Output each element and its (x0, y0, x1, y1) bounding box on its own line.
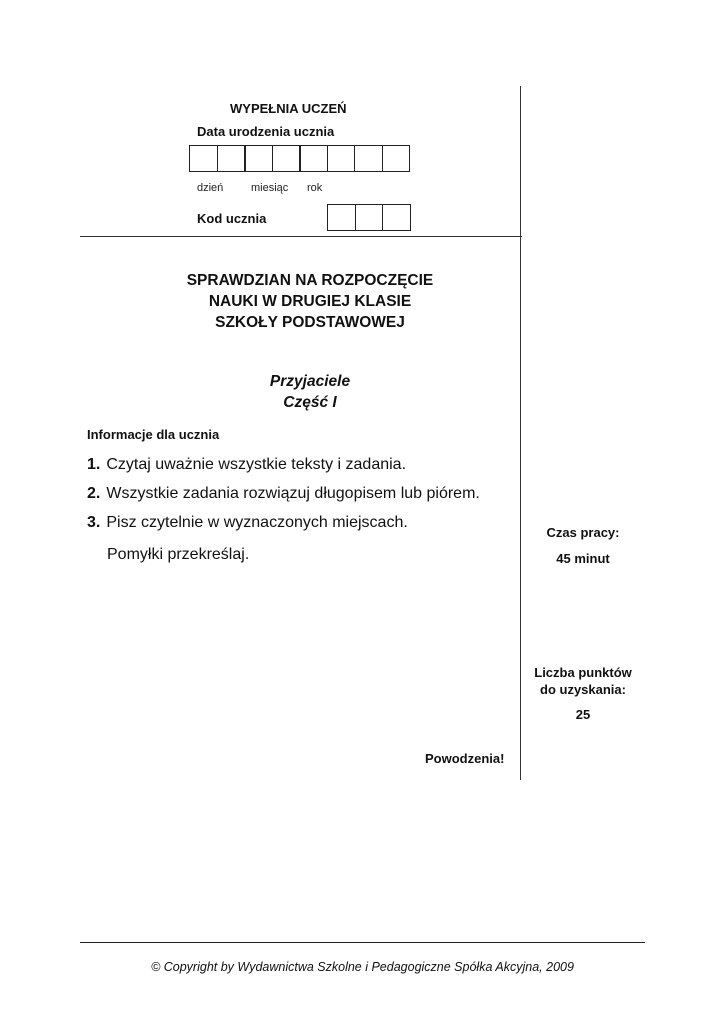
dob-sub-year: rok (307, 182, 323, 194)
dob-year-digit-1[interactable] (299, 145, 328, 172)
footer-divider (80, 942, 645, 943)
dob-day-digit-1[interactable] (189, 145, 218, 172)
exam-title-line-3: SZKOŁY PODSTAWOWEJ (215, 314, 405, 331)
dob-sub-month: miesiąc (251, 182, 289, 194)
exam-title-line-2: NAUKI W DRUGIEJ KLASIE (208, 293, 412, 310)
dob-day-digit-2[interactable] (217, 145, 246, 172)
time-label: Czas pracy: (546, 525, 620, 540)
exam-subtitle (100, 371, 520, 413)
points-label-line-1: Liczba punktów (534, 665, 632, 680)
header-divider (80, 236, 522, 237)
dob-year-digit-2[interactable] (327, 145, 356, 172)
dob-label: Data urodzenia ucznia (197, 124, 335, 139)
points-label-line-2: do uzyskania: (540, 682, 626, 697)
dob-month-digit-1[interactable] (244, 145, 273, 172)
points-label (522, 664, 644, 698)
dob-year-digit-3[interactable] (354, 145, 383, 172)
instruction-item (87, 514, 408, 532)
exam-title (100, 270, 520, 333)
instruction-text: Czytaj uważnie wszystkie teksty i zadania. (106, 456, 407, 473)
dob-sub-day: dzień (197, 182, 224, 194)
instruction-note: Pomyłki przekreślaj. (107, 546, 250, 563)
student-code-digit-3[interactable] (382, 204, 411, 231)
time-value: 45 minut (556, 551, 610, 566)
student-code-digit-2[interactable] (355, 204, 384, 231)
exam-subtitle-line-1: Przyjaciele (269, 373, 351, 390)
instruction-number: 1. (87, 456, 101, 473)
student-code-digit-1[interactable] (327, 204, 356, 231)
exam-subtitle-line-2: Część I (283, 394, 337, 411)
instruction-item (87, 456, 406, 474)
instruction-number: 2. (87, 485, 101, 502)
instruction-text: Pisz czytelnie w wyznaczonych miejscach. (106, 514, 408, 531)
instruction-number: 3. (87, 514, 101, 531)
exam-title-line-1: SPRAWDZIAN NA ROZPOCZĘCIE (186, 272, 434, 289)
student-fill-label: WYPEŁNIA UCZEŃ (230, 101, 347, 116)
vertical-divider (520, 86, 521, 780)
good-luck-text: Powodzenia! (425, 751, 505, 766)
points-value: 25 (575, 707, 591, 722)
dob-month-digit-2[interactable] (272, 145, 301, 172)
info-heading: Informacje dla ucznia (87, 427, 220, 442)
student-code-label: Kod ucznia (197, 211, 267, 226)
student-code-boxes (327, 204, 411, 231)
dob-boxes (189, 145, 410, 172)
dob-year-digit-4[interactable] (382, 145, 411, 172)
copyright-text: © Copyright by Wydawnictwa Szkolne i Pedagogiczne Spółka Akcyjna, 2009 (151, 960, 574, 974)
instruction-item (87, 485, 480, 503)
instruction-text: Wszystkie zadania rozwiązuj długopisem lub piórem. (106, 485, 480, 502)
